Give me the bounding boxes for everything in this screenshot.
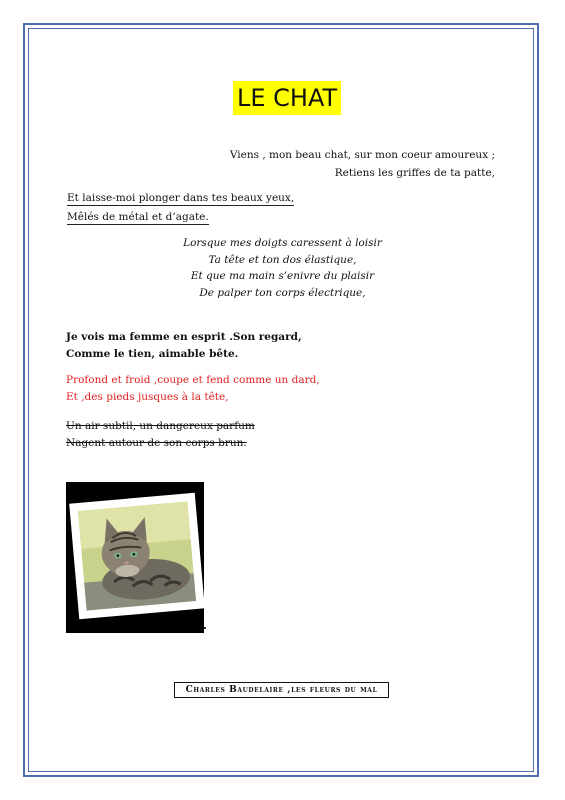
stanza5-line1: Profond et froid ,coupe et fend comme un dard, xyxy=(66,374,320,386)
stanza4-line2: Comme le tien, aimable bête. xyxy=(66,348,239,360)
page-title: LE CHAT xyxy=(233,81,341,115)
stanza3-line4: De palper ton corps électrique, xyxy=(199,287,366,299)
stanza6-line1: Un air subtil, un dangereux parfum xyxy=(66,420,255,432)
stanza5-line2: Et ,des pieds jusques à la tête, xyxy=(66,391,229,403)
kitten-illustration xyxy=(78,501,196,610)
stanza3-line1: Lorsque mes doigts caressent à loisir xyxy=(183,237,382,249)
stray-mark xyxy=(204,627,206,629)
stanza1-line1: Viens , mon beau chat, sur mon coeur amoureux ; xyxy=(229,149,495,161)
stanza3-line3: Et que ma main s’enivre du plaisir xyxy=(190,270,375,282)
kitten-photo xyxy=(69,493,205,620)
stanza1-line2: Retiens les griffes de ta patte, xyxy=(334,167,495,179)
stanza2-line2: Mêlés de métal et d’agate. xyxy=(67,211,209,223)
stanza4-line1: Je vois ma femme en esprit .Son regard, xyxy=(66,331,302,343)
stanza3-line2: Ta tête et ton dos élastique, xyxy=(208,254,357,266)
stanza6-line2: Nagent autour de son corps brun. xyxy=(66,437,247,449)
stanza2-line1: Et laisse-moi plonger dans tes beaux yeux, xyxy=(67,192,295,204)
footer-credit: Charles Baudelaire ,les fleurs du mal xyxy=(174,682,389,698)
